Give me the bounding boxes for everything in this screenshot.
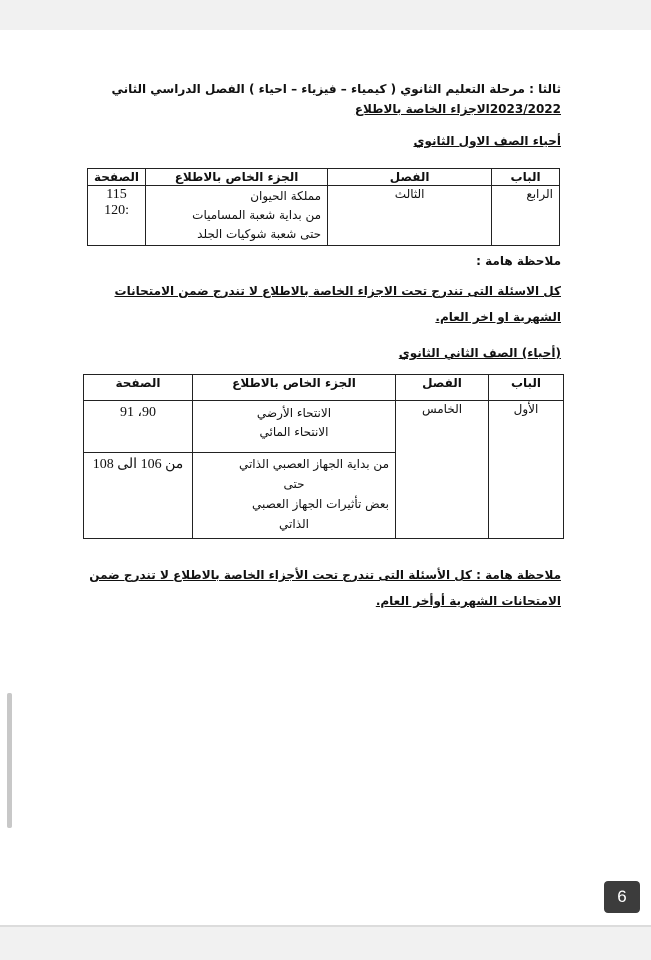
section2-table	[83, 374, 564, 539]
col-page-header: الصفحة	[88, 169, 146, 186]
part-line: الانتحاء المائي	[259, 425, 329, 439]
page-number-badge: 6	[604, 881, 640, 913]
part-line: من بداية الجهاز العصبي الذاتي	[238, 457, 389, 471]
table-row	[84, 401, 564, 453]
cell-bab: الأول	[489, 401, 564, 539]
section2-title: (أحياء) الصف الثاني الثانوي	[398, 346, 561, 360]
cell-bab: الرابع	[492, 186, 560, 246]
part-line: بعض تأثيرات الجهاز العصبي	[251, 497, 389, 511]
section2-note-line-1: ملاحظة هامة : كل الأسئلة التى تندرج تحت الأجزاء الخاصة بالاطلاع لا تندرج ضمن	[89, 568, 561, 582]
table-header-row	[84, 375, 564, 401]
cell-part	[193, 401, 396, 453]
page-bottom-divider	[0, 925, 651, 927]
part-line: حتى شعبة شوكيات الجلد	[197, 227, 322, 241]
section1-title: أحياء الصف الاول الثانوي	[413, 134, 561, 148]
section1-note-line-2: الشهرية او اخر العام.	[435, 310, 561, 324]
table-header-row	[88, 169, 560, 186]
part-line: من بداية شعبة المساميات	[192, 208, 322, 222]
document-page	[0, 30, 651, 925]
cell-part	[146, 186, 328, 246]
cell-part	[193, 453, 396, 539]
scrollbar[interactable]	[7, 693, 12, 828]
header-line-2: 2023/2022الاجزاء الخاصة بالاطلاع	[354, 102, 561, 116]
col-bab-header: الباب	[492, 169, 560, 186]
part-line: الانتحاء الأرضي	[256, 406, 332, 420]
col-page-header: الصفحة	[84, 375, 193, 401]
section1-table	[87, 168, 560, 246]
part-line: حتى	[283, 477, 305, 491]
cell-fasl: الخامس	[396, 401, 489, 539]
section2-note-line-2: الامتحانات الشهرية أوأخر العام.	[375, 594, 561, 608]
col-part-header: الجزء الخاص بالاطلاع	[146, 169, 328, 186]
section1-note-line-1: كل الاسئلة التى تندرج تحت الاجزاء الخاصة بالاطلاع لا تندرج ضمن الامتحانات	[114, 284, 561, 298]
header-line-1: ثالثا : مرحلة التعليم الثانوي ( كيمياء – فيزياء – احياء ) الفصل الدراسي الثاني	[111, 82, 561, 96]
col-part-header: الجزء الخاص بالاطلاع	[193, 375, 396, 401]
col-bab-header: الباب	[489, 375, 564, 401]
section1-note-title: ملاحظة هامة :	[476, 254, 561, 268]
col-fasl-header: الفصل	[396, 375, 489, 401]
cell-page: 115 :120	[88, 186, 146, 246]
part-line: مملكة الحيوان	[250, 189, 322, 203]
cell-fasl: الثالث	[328, 186, 492, 246]
cell-page: 90، 91	[84, 401, 193, 453]
table-row	[88, 186, 560, 246]
part-line: الذاتي	[279, 517, 309, 531]
cell-page: من 106 الى 108	[84, 453, 193, 539]
col-fasl-header: الفصل	[328, 169, 492, 186]
